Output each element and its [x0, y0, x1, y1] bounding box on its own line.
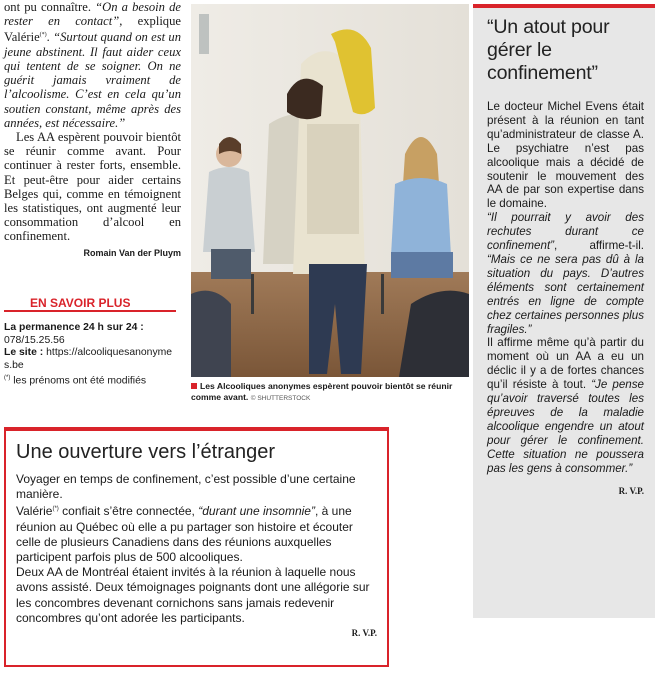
- article-photo: [191, 4, 469, 377]
- article-paragraph: Les AA espèrent pouvoir bientôt se réunir comme avant. Pour continuer à rester forts, ensemble. Et peut-être pour aider certains Belges qui, comme en témoignent les statistiques, ont augmenté leur consommation d’alcool en confinement.: [4, 130, 181, 244]
- sidebar-interview: [473, 4, 655, 618]
- article-column: [4, 0, 181, 260]
- info-heading: EN SAVOIR PLUS: [4, 296, 176, 312]
- quote: “On a besoin de rester en contact”: [4, 0, 181, 29]
- sidebar-paragraph: Le docteur Michel Evens était présent à la réunion en tant qu’administrateur de classe A. Le psychiatre n’est pas alcoolique mais a décidé de soutenir le mouvement des AA de par son expertise dans le domaine.: [487, 100, 644, 211]
- box-title: Une ouverture vers l’étranger: [16, 441, 276, 463]
- photo-caption: Les Alcooliques anonymes espèrent pouvoir bientôt se réunir comme avant. © SHUTTERSTOCK: [191, 381, 453, 402]
- sidebar-body: [487, 100, 644, 499]
- box-body: [16, 472, 377, 641]
- quote: “Surtout quand on est un jeune abstinent. Il faut aider ceux qui tentent de se soigner. On ne guérit jamais vraiment de l’alcoolisme. C’est en cela qu’un soutien constant, même après des années, est nécessaire.”: [4, 30, 181, 130]
- author-byline: Romain Van der Pluym: [83, 247, 181, 258]
- box-paragraph: Deux AA de Montréal étaient invités à la réunion à laquelle nous avons assisté. Deux témoignages poignants dont une allégorie sur les concombres devenant cornichons sans jamais redevenir concombres qu’ont adorée les participants.: [16, 565, 370, 625]
- abroad-box: [4, 427, 389, 667]
- box-paragraph: Voyager en temps de confinement, c’est possible d’une certaine manière.: [16, 472, 356, 502]
- box-signature: R. V.P.: [351, 628, 377, 639]
- info-body: La permanence 24 h sur 24 : 078/15.25.56 Le site : https://alcooliquesanonymes.be (*) les prénoms ont été modifiés: [4, 322, 176, 388]
- phone-number: 078/15.25.56: [4, 334, 65, 346]
- article-paragraph: ont pu connaître. “On a besoin de rester en contact”, explique Valérie(*). “Surtout quand on est un jeune abstinent. Il faut aider ceux qui tentent de se soigner. On ne guérit jamais vraiment de l’alcoolisme. C’est en cela qu’un soutien constant, même après des années, est nécessaire.”: [4, 0, 181, 130]
- box-paragraph: Valérie(*) confiait s’être connectée, “durant une insomnie”, à une réunion au Québec où elle a pu partager son histoire et écouter celle de plusieurs Canadiens dans des réunions auxquelles participent parfois plus de 500 alcooliques.: [16, 504, 353, 565]
- website-link[interactable]: https://alcooliquesanonymes.be: [4, 347, 173, 371]
- sidebar-title: “Un atout pour gérer le confinement”: [487, 16, 610, 84]
- info-box: [4, 296, 176, 388]
- support-group-photo: [191, 4, 469, 377]
- caption-arrow-icon: [191, 383, 197, 389]
- sidebar-paragraph: Il affirme même qu’à partir du moment où un AA a eu un déclic il y a de fortes chances qu’il résiste à tout. “Je pense qu’avoir traversé toutes les épreuves de la maladie alcoolique engendre un atout pour gérer le confinement. Cette situation ne poussera pas les gens à consommer.”: [487, 336, 644, 475]
- sidebar-signature: R. V.P.: [618, 486, 644, 497]
- photo-credit: © SHUTTERSTOCK: [250, 395, 311, 402]
- sidebar-paragraph: “Il pourrait y avoir des rechutes durant ce confinement”, affirme-t-il. “Mais ce ne sera pas dû à la situation du pays. D’autres éléments sont certainement entrés en ligne de compte chez certaines personnes plus fragiles.”: [487, 211, 644, 336]
